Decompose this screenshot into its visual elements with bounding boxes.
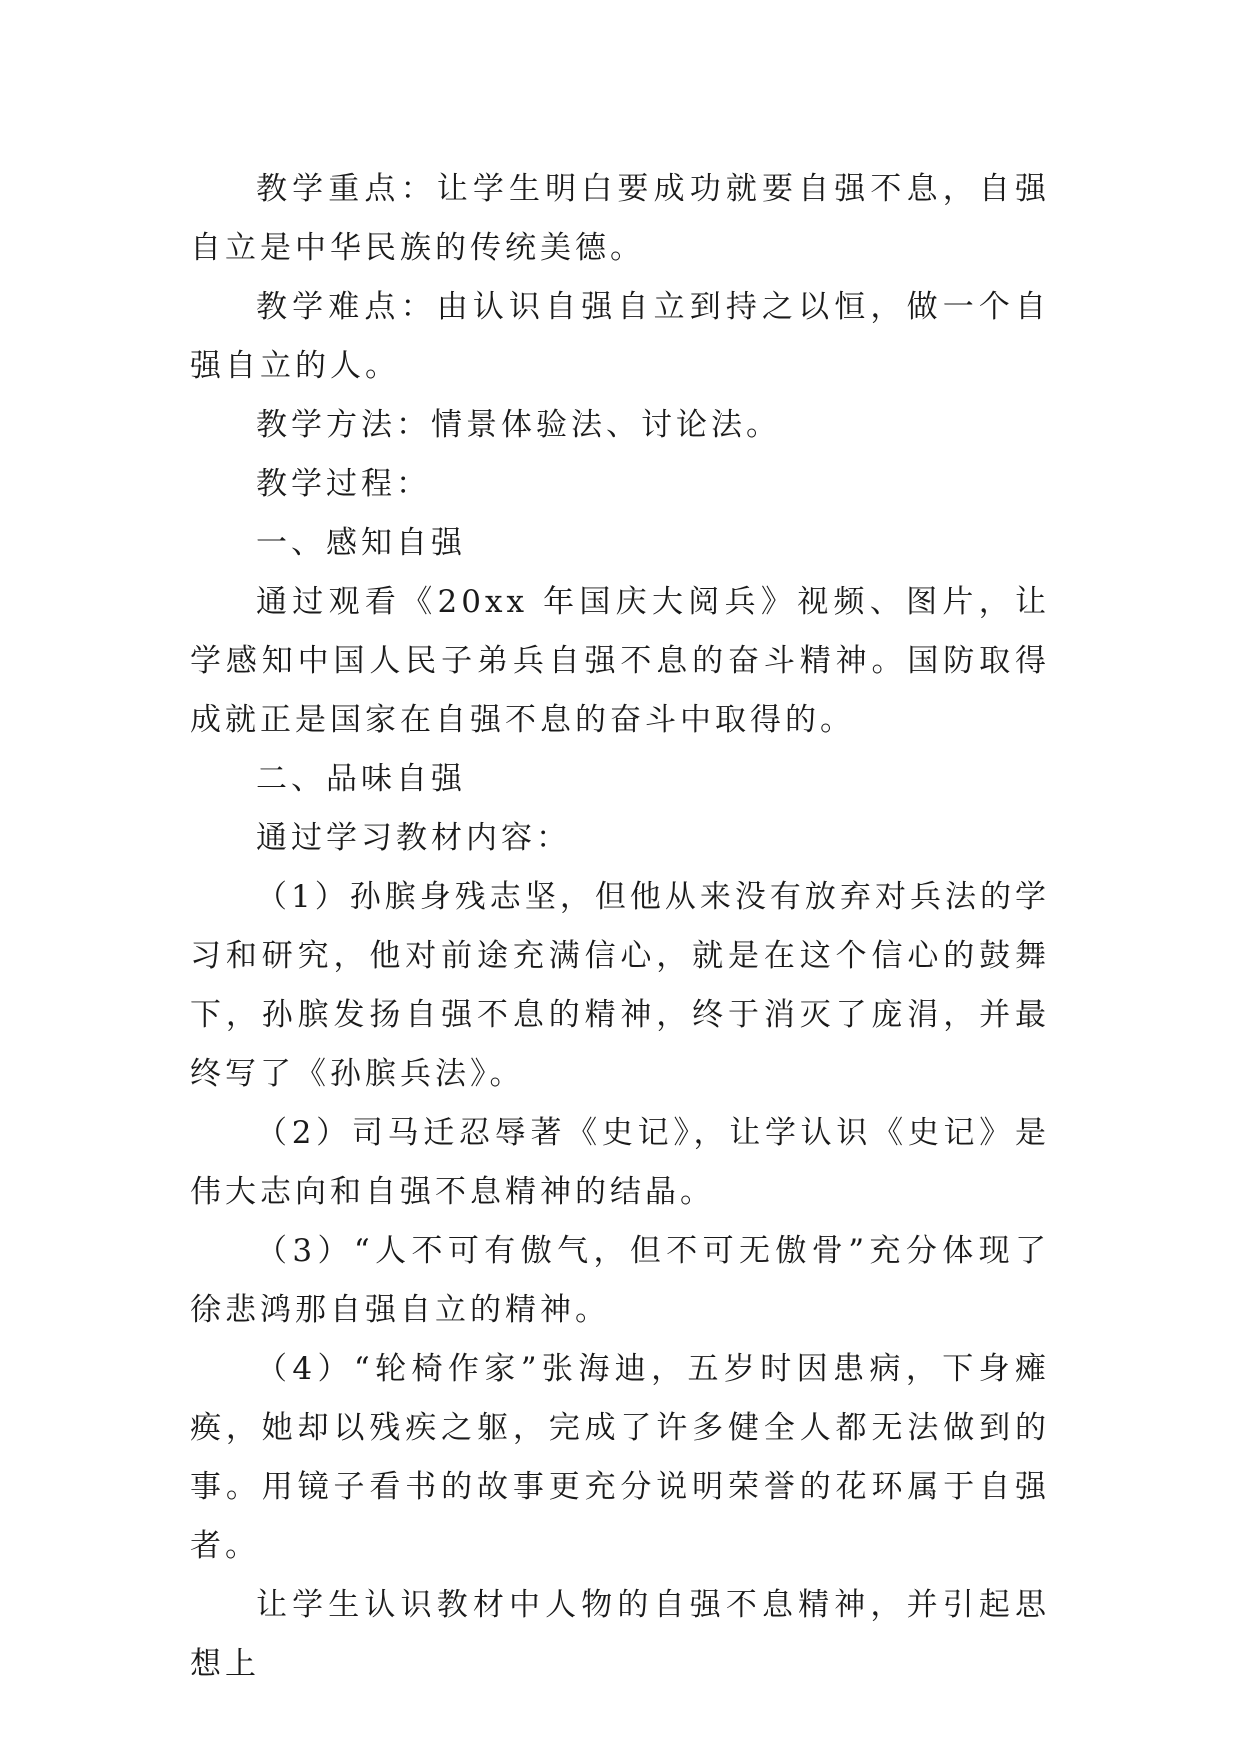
paragraph-teaching-focus: 教学重点：让学生明白要成功就要自强不息，自强自立是中华民族的传统美德。 [190, 171, 1050, 266]
list-item-sun-bin: （1）孙膑身残志坚，但他从来没有放弃对兵法的学习和研究，他对前途充满信心，就是在这个信心的鼓舞下，孙膑发扬自强不息的精神，终于消灭了庞涓，并最终写了《孙膑兵法》。 [190, 879, 1050, 1092]
paragraph-teaching-difficulty: 教学难点：由认识自强自立到持之以恒，做一个自强自立的人。 [190, 289, 1050, 384]
document-page [190, 160, 1050, 1694]
paragraph-parade: 通过观看《20xx 年国庆大阅兵》视频、图片，让学感知中国人民子弟兵自强不息的奋斗精神。国防取得成就正是国家在自强不息的奋斗中取得的。 [190, 584, 1050, 738]
paragraph-conclusion: 让学生认识教材中人物的自强不息精神，并引起思想上 [190, 1587, 1050, 1682]
paragraph-textbook-intro: 通过学习教材内容： [256, 820, 571, 856]
section-heading-savor: 二、品味自强 [256, 761, 466, 797]
section-heading-perceive: 一、感知自强 [256, 525, 466, 561]
paragraph-teaching-process: 教学过程： [256, 466, 431, 502]
list-item-xu-beihong: （3）“人不可有傲气，但不可无傲骨”充分体现了徐悲鸿那自强自立的精神。 [190, 1233, 1050, 1328]
list-item-sima-qian: （2）司马迁忍辱著《史记》，让学认识《史记》是伟大志向和自强不息精神的结晶。 [190, 1115, 1050, 1210]
list-item-zhang-haidi: （4）“轮椅作家”张海迪，五岁时因患病，下身瘫痪，她却以残疾之躯，完成了许多健全人都无法做到的事。用镜子看书的故事更充分说明荣誉的花环属于自强者。 [190, 1351, 1050, 1564]
paragraph-teaching-method: 教学方法：情景体验法、讨论法。 [256, 407, 781, 443]
